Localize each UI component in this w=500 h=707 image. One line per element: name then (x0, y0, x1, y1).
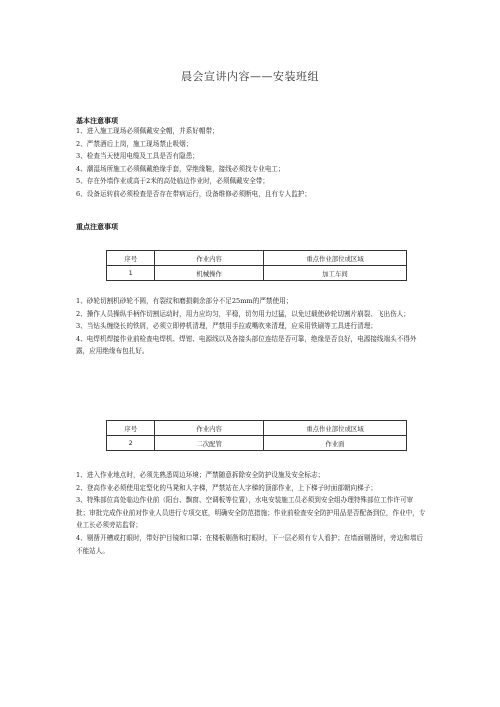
section2-item: 2、登高作业必须使用定型化的马凳和人字梯，严禁站在人字梯的顶部作业，上下梯子时面部朝向梯子； (76, 483, 377, 492)
table-header-row (107, 251, 407, 266)
table-header-cell: 重点作业部位或区域 (263, 421, 406, 436)
table-header-cell: 作业内容 (155, 421, 264, 436)
work-table-2 (106, 420, 407, 451)
section1-list (76, 295, 426, 358)
table-cell: 二次配管 (155, 436, 264, 451)
basic-item: 1、进入施工现场必须佩戴安全帽，并系好帽带； (76, 127, 219, 135)
section1-item: 3、当钻头缠绕长的铁屑，必须立即停机清理，严禁用手拉或嘴吹来清理，应采用铁刷等工具进行清理； (76, 322, 377, 331)
section1-item: 4、电焊机焊接作业前检查电焊机、焊钳、电源线以及各接头部位连结是否可靠，绝缘是否良好，电源接线端头不得外露，应用绝缘布包扎好。 (76, 334, 417, 356)
section1-item: 2、操作人员操纵手柄作切割运动时，用力应均匀，平稳，切勿用力过猛，以免过载使砂轮切割片崩裂、飞出伤人； (76, 309, 410, 318)
basic-item: 6、设备运转前必须检查是否存在带病运行，设备维修必须断电，且有专人监护； (76, 189, 311, 198)
table-cell: 1 (107, 266, 155, 281)
table-cell: 机械操作 (155, 266, 264, 281)
table-cell: 作业面 (263, 436, 406, 451)
section2-item: 4、剔凿开槽或打眼时，带好护目镜和口罩；在楼板剔凿和打眼时，下一层必须有专人看护；在墙面剔凿时，旁边和墙后不能站人。 (76, 533, 424, 555)
table-header-cell: 作业内容 (155, 251, 264, 266)
section2-list (76, 469, 426, 557)
table-row (107, 266, 407, 281)
basic-item: 5、存在外墙作业或高于2米的高处临边作业时，必须佩戴安全带； (76, 177, 270, 186)
basic-item: 2、严禁酒后上岗，施工现场禁止吸烟； (76, 139, 193, 148)
section2-item: 1、进入作业地点时，必须先熟悉周边环境；严禁随意拆除安全防护设施及安全标志； (76, 471, 325, 479)
table-header-cell: 序号 (107, 421, 155, 436)
table-row (107, 436, 407, 451)
table-header-row (107, 421, 407, 436)
basic-list (76, 125, 426, 201)
section1-item: 1、砂轮切割机砂轮不圆，有裂纹和磨损剩余部分不足25mm的严禁使用； (76, 297, 293, 305)
table-cell: 2 (107, 436, 155, 451)
table-header-cell: 序号 (107, 251, 155, 266)
table-header-cell: 重点作业部位或区域 (263, 251, 406, 266)
key-heading: 重点注意事项 (76, 223, 118, 231)
table-cell: 加工车间 (263, 266, 406, 281)
document-title: 晨会宣讲内容——安装班组 (181, 70, 319, 83)
basic-item: 4、潮湿场所施工必须佩戴绝缘手套，穿绝缘鞋，接线必须找专业电工； (76, 164, 285, 173)
basic-heading: 基本注意事项 (76, 117, 118, 125)
basic-item: 3、检查当天使用电缆及工具是否有隐患； (76, 152, 199, 161)
section2-item: 3、特殊部位高处临边作业前（阳台、飘窗、空调板等位置），水电安装施工员必须到安全组办理特殊部位工作许可审批；审批完成作业前对作业人员进行专项交底，明确安全防范措施；作业前检查安全防护用品是否配备到位，作业中，专业工长必须旁站监督； (76, 496, 426, 530)
work-table-1 (106, 250, 407, 281)
